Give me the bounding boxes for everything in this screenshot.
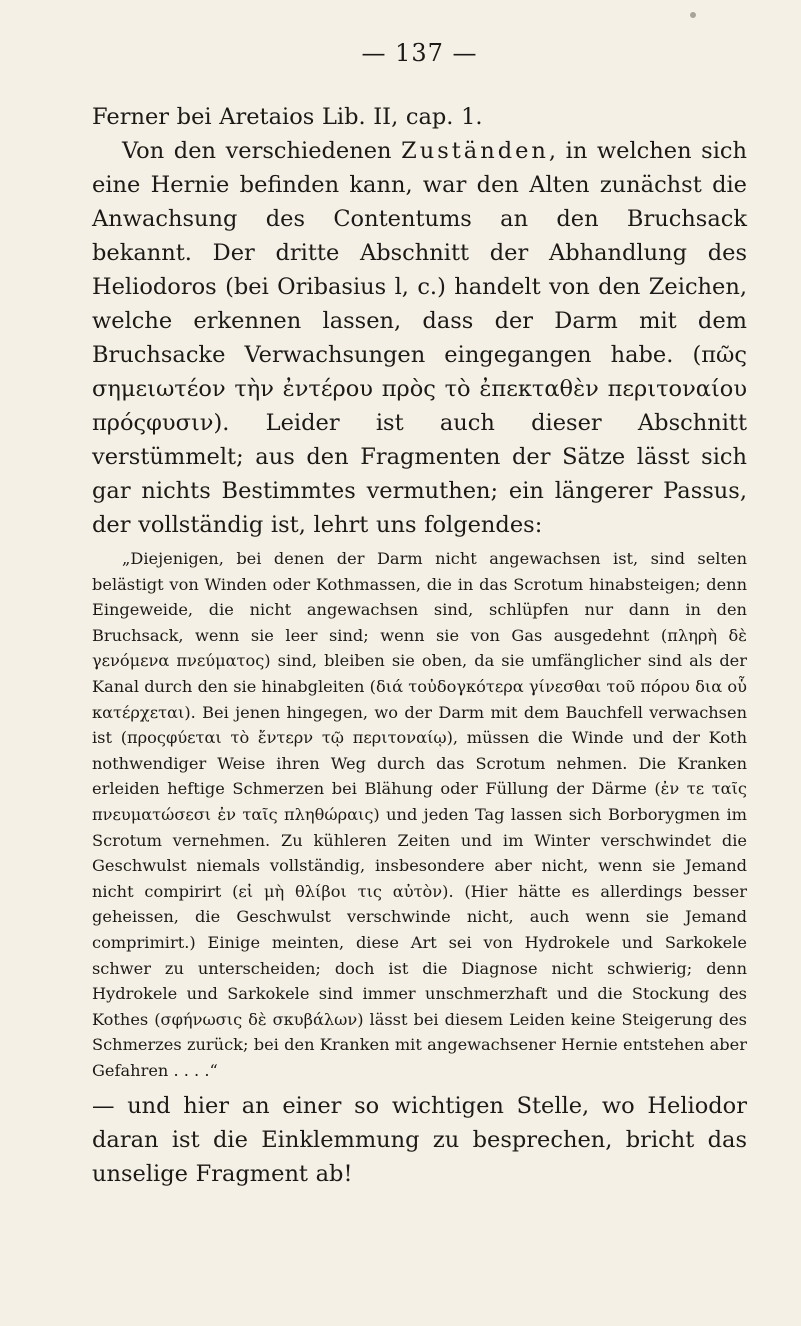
- heading-line: Ferner bei Aretaios Lib. II, cap. 1.: [92, 104, 483, 130]
- block-quote: „Diejenigen, bei denen der Darm nicht angewachsen ist, sind selten belästigt von Winden oder Kothmassen, die in das Scrotum hinabsteigen; denn Eingeweide, die nicht angewachsen sind, schlüpfen nur dann in den Bruchsack, wenn sie leer sind; wenn sie von Gas ausgedehnt (πληρὴ δὲ γενόμενα πνεύματος) sind, bleiben sie oben, da sie umfänglicher sind als der Kanal durch den sie hinabgleiten (διά τοὐδογκότερα γίνεσθαι τοῦ πόρου δια οὗ κατέρχεται). Bei jenen hingegen, wo der Darm mit dem Bauchfell verwachsen ist (προςφύεται τὸ ἔντερν τῷ περιτοναίῳ), müssen die Winde und der Koth nothwendiger Weise ihren Weg durch das Scrotum nehmen. Die Kranken erleiden heftige Schmerzen bei Blähung oder Füllung der Därme (ἐν τε ταῖς πνευματώσεσι ἐν ταῖς πληθώραις) und jeden Tag lassen sich Borborygmen im Scrotum vernehmen. Zu kühleren Zeiten und im Winter verschwindet die Geschwulst niemals vollständig, insbesondere aber nicht, wenn sie Jemand nicht compirirt (εἰ μὴ θλίβοι τις αὐτὸν). (Hier hätte es allerdings besser geheissen, die Geschwulst verschwinde nicht, auch wenn sie Jemand comprimirt.) Einige meinten, diese Art sei von Hydrokele und Sarkokele schwer zu unterscheiden; doch ist die Diagnose nicht schwierig; denn Hydrokele und Sarkokele sind immer unschmerzhaft und die Stockung des Kothes (σφήνωσις δὲ σκυβάλων) lässt bei diesem Leiden keine Steigerung des Schmerzes zurück; bei den Kranken mit angewachsener Hernie entstehen aber Gefahren . . . .“: [92, 549, 747, 1080]
- page-number: — 137 —: [361, 39, 478, 67]
- para1-start: Von den verschiedenen: [122, 138, 402, 164]
- page-speck: [690, 12, 696, 18]
- closing-paragraph: — und hier an einer so wichtigen Stelle, wo Heliodor daran ist die Einklemmung zu besprechen, bricht das unselige Fragment ab!: [92, 1093, 747, 1188]
- para1-rest: , in welchen sich eine Hernie befinden kann, war den Alten zunächst die Anwachsung des Contentums an den Bruchsack bekannt. Der dritte Abschnitt der Abhandlung des Heliodoros (bei Oribasius l, c.) handelt von den Zeichen, welche erkennen lassen, dass der Darm mit dem Bruchsacke Verwachsungen eingegangen habe. (πῶς σημειωτέον τὴν ἐντέρου πρὸς τὸ ἐπεκταθὲν περιτοναίου πρόςφυσιν). Leider ist auch dieser Abschnitt verstümmelt; aus den Fragmenten der Sätze lässt sich gar nichts Bestimmtes vermuthen; ein längerer Passus, der vollständig ist, lehrt uns folgendes:: [92, 138, 747, 538]
- page-body: [92, 40, 747, 1191]
- paragraph-1: [92, 134, 747, 542]
- para1-emphasis: Zuständen: [401, 138, 549, 164]
